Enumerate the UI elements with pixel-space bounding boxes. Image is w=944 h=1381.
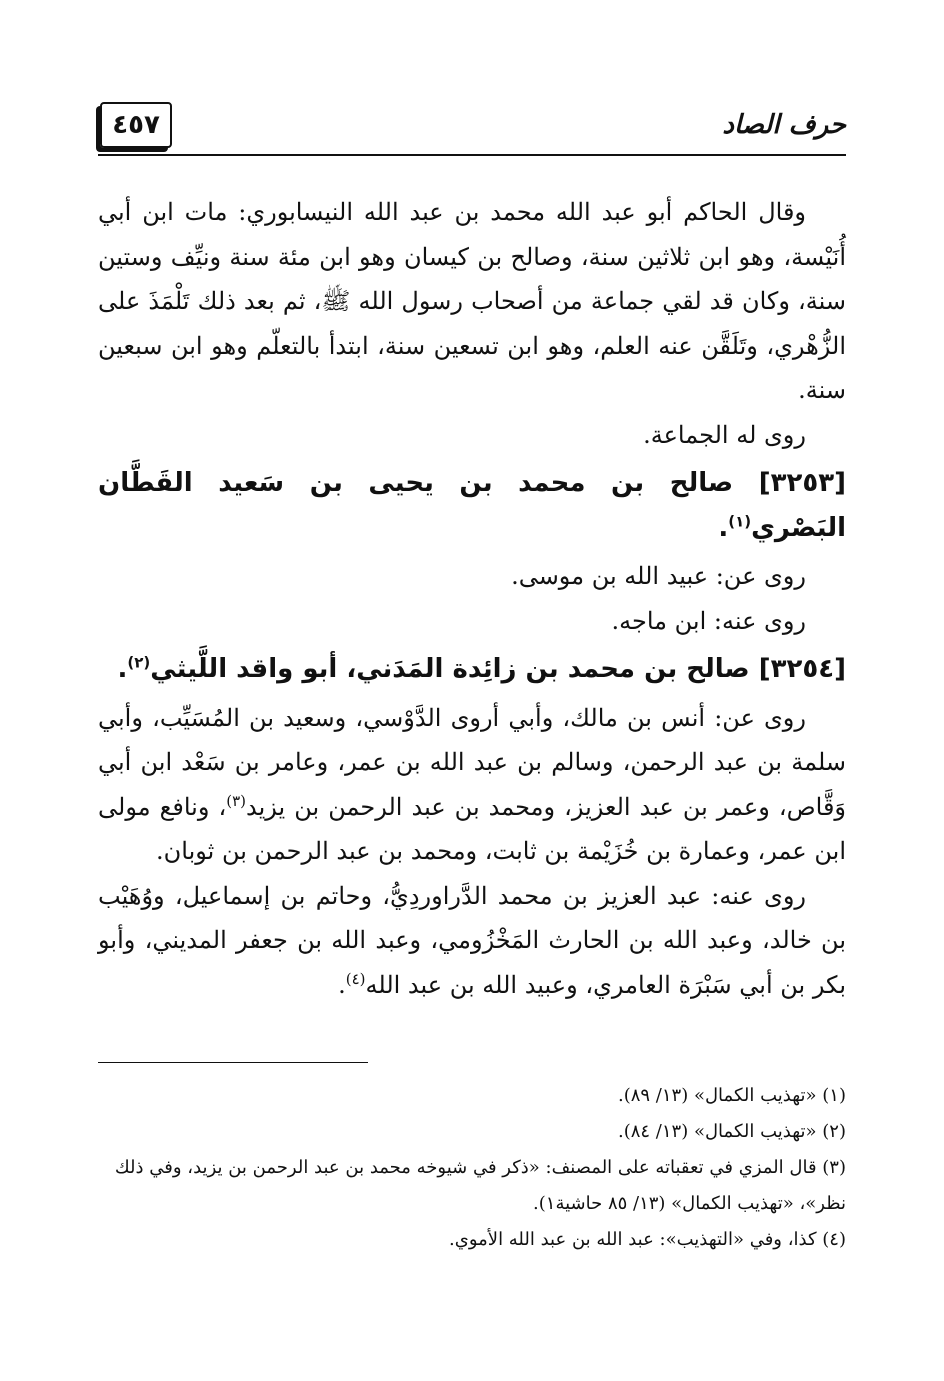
footnote-3: (٣) قال المزي في تعقباته على المصنف: «ذكر في شيوخه محمد بن عبد الرحمن بن يزيد، وفي ذلك نظر»، «تهذيب الكمال» (١٣/ ٨٥ حاشية١). — [114, 1157, 846, 1214]
footnote-1: (١) «تهذيب الكمال» (١٣/ ٨٩). — [617, 1085, 846, 1106]
footnote-4: (٤) كذا، وفي «التهذيب»: عبد الله بن عبد الله الأموي. — [449, 1229, 846, 1250]
footnote-separator — [98, 1062, 368, 1063]
header-rule — [98, 154, 846, 156]
main-text — [98, 190, 846, 1007]
footnote-ref-4: (٤) — [345, 969, 366, 988]
entry-3254-end: . — [117, 654, 128, 684]
running-title: حرف الصاد — [722, 110, 846, 140]
footnote-ref-1: (١) — [728, 511, 752, 530]
page-number: ٤٥٧ — [100, 102, 172, 148]
entry-3254-by-text: روى عنه: عبد العزيز بن محمد الدَّراوردِيُّ، وحاتم بن إسماعيل، ووُهَيْب بن خالد، وعبد الله بن الحارث المَخْزُومي، وعبد الله بن جعفر المديني، وأبو بكر بن أبي سَبْرَة العامري، وعبيد الله بن عبد الله — [98, 881, 846, 999]
entry-3253-heading — [98, 461, 846, 550]
entry-3253-title: [٣٢٥٣] صالح بن محمد بن يحيى بن سَعيد القَطَّان البَصْري — [98, 468, 846, 543]
entry-3254-narrated-from — [98, 696, 846, 874]
footnote-ref-2: (٢) — [127, 653, 151, 672]
entry-3253-end: . — [718, 512, 729, 543]
page-header — [98, 100, 846, 156]
entry-3254-from-text-a: روى عن: أنس بن مالك، وأبي أروى الدَّوْسي، وسعيد بن المُسَيِّب، وأبي سلمة بن عبد الرحمن، وسالم بن عبد الله بن عمر، وعامر بن سَعْد ابن أبي وَقَّاص، وعمر بن عبد العزيز، ومحمد بن عبد الرحمن بن يزيد — [98, 703, 847, 821]
footnote-2: (٢) «تهذيب الكمال» (١٣/ ٨٤). — [617, 1121, 846, 1142]
entry-3254-heading — [98, 647, 846, 692]
paragraph-hakim-quote: وقال الحاكم أبو عبد الله محمد بن عبد الله النيسابوري: مات ابن أبي أُنَيْسة، وهو ابن ثلاثين سنة، وصالح بن كيسان وهو ابن مئة سنة ونيِّف وستين سنة، وكان قد لقي جماعة من أصحاب رسول الله ﷺ، ثم بعد ذلك تَلْمَذَ على الزُّهْري، وتَلَقَّن عنه العلم، وهو ابن تسعين سنة، ابتدأ بالتعلّم وهو ابن سبعين سنة. — [98, 198, 846, 404]
entry-3254-from-text-b: ، ونافع مولى ابن عمر، وعمارة بن خُزَيْمة بن ثابت، ومحمد بن عبد الرحمن بن ثوبان. — [98, 792, 846, 865]
footnote-ref-3: (٣) — [226, 791, 247, 810]
entry-3253-narrated-by: روى عنه: ابن ماجه. — [611, 606, 806, 635]
book-page — [98, 0, 846, 1381]
footnotes — [98, 1078, 846, 1258]
entry-3253-narrated-from: روى عن: عبيد الله بن موسى. — [511, 562, 806, 590]
narrated-by-group: روى له الجماعة. — [643, 420, 806, 449]
entry-3254-by-end: . — [338, 970, 346, 999]
entry-3254-title: [٣٢٥٤] صالح بن محمد بن زائِدة المَدَني، أبو واقد اللَّيثي — [150, 654, 846, 684]
entry-3254-narrated-by — [98, 874, 846, 1008]
